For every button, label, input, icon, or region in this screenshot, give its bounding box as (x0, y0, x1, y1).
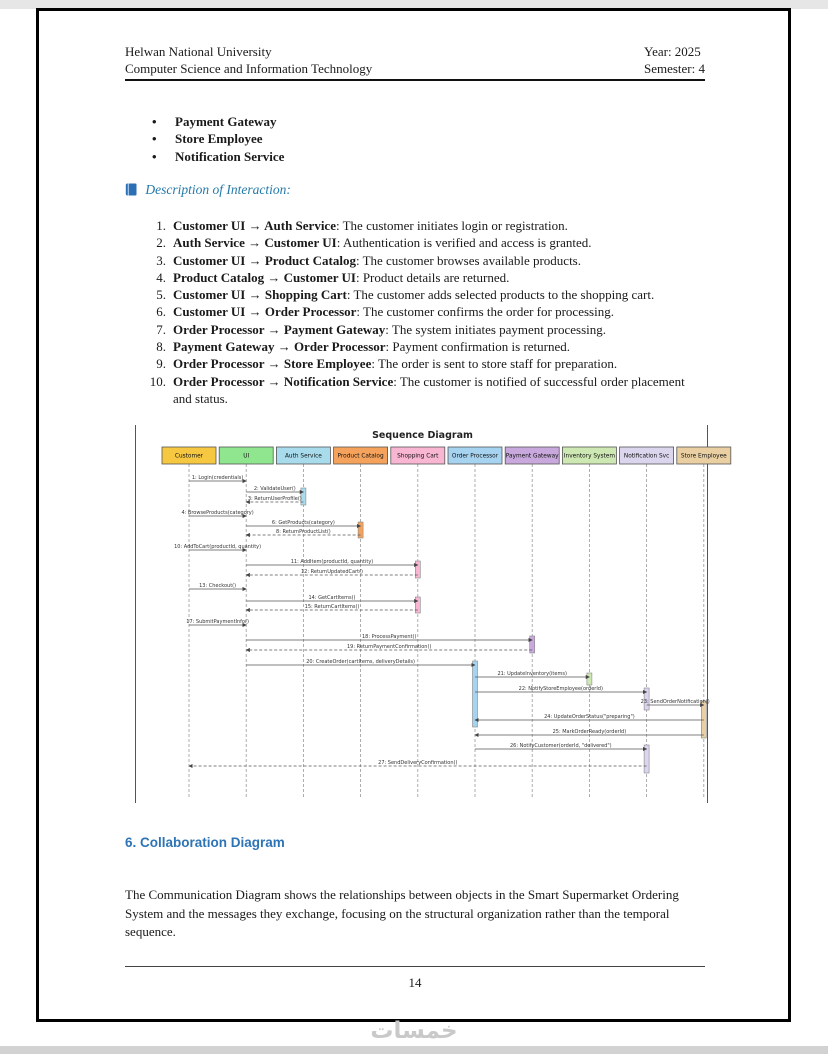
svg-text:27: SendDeliveryConfirmation(): 27: SendDeliveryConfirmation() (378, 760, 458, 766)
section-heading: 6. Collaboration Diagram (125, 835, 285, 850)
interaction-step (125, 373, 705, 408)
step-text (173, 269, 705, 286)
svg-text:13: Checkout(): 13: Checkout() (199, 583, 237, 589)
svg-text:Store Employee: Store Employee (680, 453, 727, 460)
step-text (173, 286, 705, 303)
svg-text:Inventory System: Inventory System (563, 453, 615, 460)
document-page (36, 8, 791, 1022)
header-year: Year: 2025 (643, 44, 701, 59)
interaction-step (125, 269, 705, 286)
page-number: 14 (408, 975, 422, 990)
bullet-label: Notification Service (175, 148, 285, 164)
step-bold: Customer UI → Shopping Cart (173, 287, 347, 303)
bullet-dot: • (152, 148, 157, 164)
svg-text:Customer: Customer (174, 453, 204, 460)
bullet-item (125, 113, 705, 130)
step-text (173, 373, 705, 408)
svg-text:Product Catalog: Product Catalog (337, 453, 384, 460)
header-right (644, 44, 705, 77)
sequence-diagram-canvas (136, 425, 727, 803)
step-rest: : The customer confirms the order for processing. (356, 304, 614, 320)
step-bold: Customer UI → Auth Service (173, 218, 336, 233)
page-header (125, 44, 705, 77)
footer-rule (125, 966, 705, 967)
svg-text:12: ReturnUpdatedCart(): 12: ReturnUpdatedCart() (301, 569, 363, 575)
svg-text:15: ReturnCartItems(): 15: ReturnCartItems() (304, 604, 360, 610)
header-left (125, 44, 372, 77)
step-text (173, 355, 705, 372)
svg-text:14: GetCartItems(): 14: GetCartItems() (308, 595, 356, 601)
svg-text:24: UpdateOrderStatus("prepari: 24: UpdateOrderStatus("preparing") (544, 714, 635, 720)
step-text (173, 338, 705, 355)
sequence-diagram-figure (135, 425, 727, 803)
step-number: 1. (156, 218, 166, 233)
bullet-dot: • (152, 131, 157, 147)
svg-text:Shopping Cart: Shopping Cart (397, 453, 439, 460)
step-number: 9. (156, 356, 166, 372)
step-rest: : The customer adds selected products to the shopping cart. (346, 287, 655, 303)
step-rest: : Payment confirmation is returned. (385, 339, 571, 355)
body-paragraph: The Communication Diagram shows the relationships between objects in the Smart Supermarket Ordering System and the messages they exchange, focusing on the structural organization rather than the temporal sequence. (125, 887, 679, 939)
svg-text:21: UpdateInventory(items): 21: UpdateInventory(items) (497, 671, 567, 677)
header-rule (125, 79, 705, 81)
step-bold: Order Processor → Payment Gateway (173, 321, 386, 337)
svg-text:10: AddToCart(productId, quant: 10: AddToCart(productId, quantity) (174, 544, 262, 550)
header-faculty: Computer Science and Information Technology (125, 60, 373, 76)
bullet-item (125, 130, 705, 147)
step-number: 6. (156, 304, 166, 320)
bullet-label: Payment Gateway (175, 114, 277, 129)
step-text (173, 303, 705, 320)
svg-text:Payment Gateway: Payment Gateway (505, 453, 559, 460)
svg-text:19: ReturnPaymentConfirmation(: 19: ReturnPaymentConfirmation() (347, 644, 432, 650)
step-text (173, 234, 705, 251)
interaction-heading (125, 182, 705, 200)
header-university: Helwan National University (125, 44, 272, 59)
step-bold: Customer UI → Order Processor (173, 304, 357, 320)
svg-text:20: CreateOrder(cartItems, del: 20: CreateOrder(cartItems, deliveryDetails) (306, 659, 415, 665)
interaction-step (125, 252, 705, 269)
watermark: خمسات (370, 1018, 458, 1044)
interaction-step (125, 286, 705, 303)
svg-text:11: AddItem(productId, quantit: 11: AddItem(productId, quantity) (290, 559, 374, 565)
svg-text:3: ReturnUserProfile(): 3: ReturnUserProfile() (247, 496, 302, 502)
svg-text:26: NotifyCustomer(orderId, "d: 26: NotifyCustomer(orderId, "delivered") (509, 743, 612, 749)
interaction-step (125, 321, 705, 338)
svg-text:23: SendOrderNotification(): 23: SendOrderNotification() (640, 699, 710, 705)
svg-text:UI: UI (243, 453, 250, 460)
step-rest: : The customer is notified of successful order placement and status. (173, 373, 685, 406)
viewer-bottom-margin (0, 1046, 828, 1054)
step-rest: : Product details are returned. (355, 269, 510, 285)
step-bold: Customer UI → Product Catalog (173, 252, 356, 268)
svg-text:Auth Service: Auth Service (284, 453, 322, 460)
svg-text:22: NotifyStoreEmployee(orderI: 22: NotifyStoreEmployee(orderId) (518, 686, 603, 692)
svg-text:1: Login(credentials): 1: Login(credentials) (191, 475, 244, 481)
step-bold: Product Catalog → Customer UI (173, 269, 356, 285)
step-text (173, 252, 705, 269)
step-rest: : The customer initiates login or registration. (335, 218, 568, 233)
svg-text:6: GetProducts(category): 6: GetProducts(category) (271, 520, 335, 526)
step-bold: Order Processor → Store Employee (173, 356, 372, 372)
svg-text:Order Processor: Order Processor (451, 453, 499, 460)
step-number: 3. (156, 252, 166, 268)
svg-text:Notification Svc: Notification Svc (623, 453, 670, 460)
interaction-steps (125, 217, 705, 407)
step-rest: : Authentication is verified and access is granted. (336, 235, 592, 251)
step-number: 7. (156, 321, 166, 337)
step-number: 5. (156, 287, 166, 303)
step-rest: : The system initiates payment processing. (385, 321, 607, 337)
step-bold: Order Processor → Notification Service (173, 373, 394, 389)
svg-text:17: SubmitPaymentInfo(): 17: SubmitPaymentInfo() (186, 619, 249, 625)
svg-text:25: MarkOrderReady(orderId): 25: MarkOrderReady(orderId) (552, 729, 627, 735)
interaction-step (125, 355, 705, 372)
interaction-heading-text: Description of Interaction: (145, 182, 291, 197)
step-rest: : The order is sent to store staff for preparation. (371, 356, 618, 372)
svg-text:2: ValidateUser(): 2: ValidateUser() (253, 486, 296, 492)
interaction-step (125, 338, 705, 355)
step-number: 4. (156, 269, 166, 285)
svg-text:4: BrowseProducts(category): 4: BrowseProducts(category) (181, 510, 254, 516)
interaction-step (125, 303, 705, 320)
step-number: 8. (156, 339, 166, 355)
header-semester: Semester: 4 (643, 60, 705, 76)
step-number: 10. (149, 373, 166, 389)
svg-text:Sequence Diagram: Sequence Diagram (372, 430, 473, 441)
step-number: 2. (156, 235, 166, 251)
svg-text:8: ReturnProductList(): 8: ReturnProductList() (276, 529, 331, 535)
interaction-step (125, 234, 705, 251)
bullet-dot: • (152, 114, 157, 129)
svg-text:18: ProcessPayment(): 18: ProcessPayment() (361, 634, 417, 640)
step-bold: Payment Gateway → Order Processor (173, 339, 386, 355)
step-bold: Auth Service → Customer UI (173, 235, 337, 251)
step-rest: : The customer browses available products. (355, 252, 581, 268)
component-bullet-list (125, 113, 705, 165)
step-text (173, 217, 705, 234)
bullet-item (125, 148, 705, 165)
step-text (173, 321, 705, 338)
book-icon (125, 183, 137, 200)
interaction-step (125, 217, 705, 234)
bullet-label: Store Employee (175, 131, 263, 147)
